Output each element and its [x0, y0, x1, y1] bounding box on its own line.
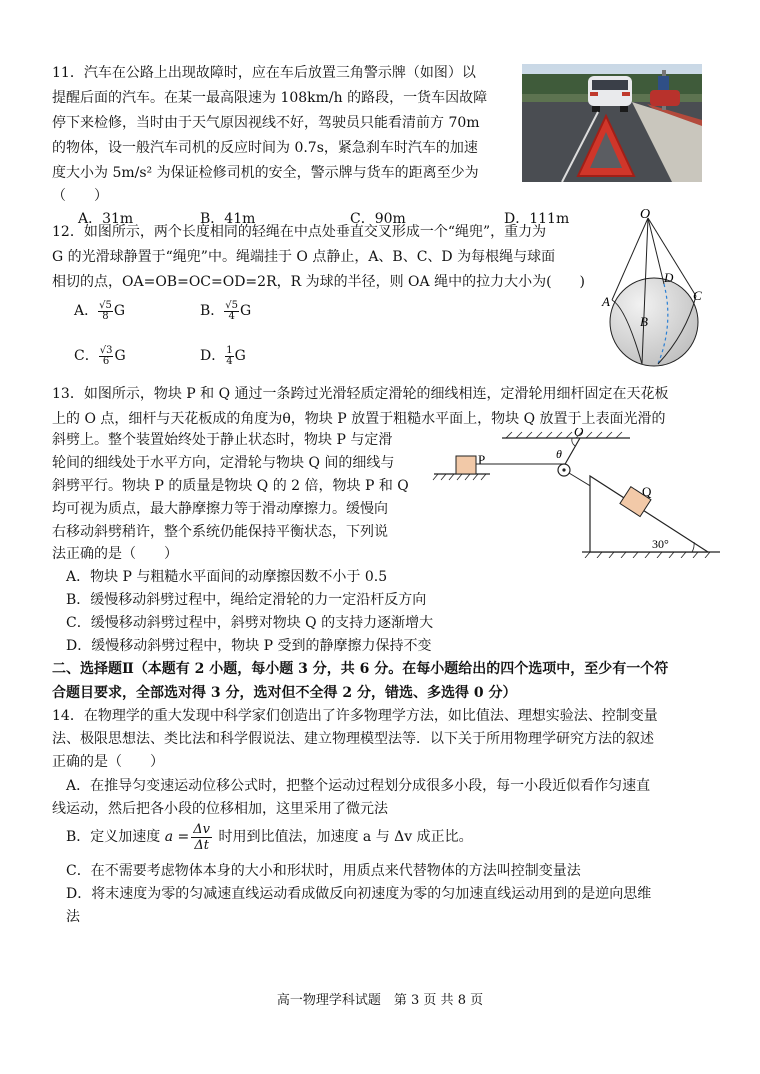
fraction [98, 301, 113, 322]
label-angle: 30° [652, 537, 669, 551]
option-text: B．定义加速度 [66, 829, 165, 845]
q11-line: 11．汽车在公路上出现故障时，应在车后放置三角警示牌（如图）以 [52, 65, 476, 81]
q11-line: 提醒后面的汽车。在某一最高限速为 108km/h 的路段，一货车因故障 [52, 90, 488, 106]
q13-line: 法正确的是（ ） [52, 546, 178, 562]
label-a: A [602, 294, 610, 309]
fraction-denominator: 6 [102, 355, 110, 367]
rope-net-ball-diagram [596, 204, 706, 374]
q11-line: （ ） [52, 188, 108, 204]
q14-option-d-line: D．将末速度为零的匀减速直线运动看成做反向初速度为零的匀加速直线运动用到的是逆向思维 [66, 886, 652, 902]
fraction-denominator: Δt [194, 837, 209, 853]
q12-option-b[interactable] [200, 300, 251, 322]
q13-option-d[interactable]: D．缓慢移动斜劈过程中，物块 P 受到的静摩擦力保持不变 [66, 638, 432, 654]
q11-option-c[interactable]: C．90m [350, 211, 406, 227]
label-o: O [574, 428, 584, 439]
fraction-denominator: 4 [226, 355, 233, 367]
q11-line: 度大小为 5m/s² 为保证检修司机的安全，警示牌与货车的距离至少为 [52, 165, 479, 181]
q13-option-a[interactable]: A．物块 P 与粗糙水平面间的动摩擦因数不小于 0.5 [66, 569, 388, 585]
option-label: D． [200, 348, 226, 364]
q14-option-b[interactable] [66, 820, 473, 854]
q11-line: 停下来检修，当时由于天气原因视线不好，驾驶员只能看清前方 70m [52, 115, 480, 131]
q12-line: 12．如图所示，两个长度相同的轻绳在中点处垂直交叉形成一个“绳兜”，重力为 [52, 224, 547, 240]
section-2-heading: 二、选择题Ⅱ（本题有 2 小题，每小题 3 分，共 6 分。在每小题给出的四个选项中，至少有一个符 [52, 661, 669, 677]
q11-option-d[interactable]: D．111m [504, 211, 570, 227]
q13-line: 上的 O 点，细杆与天花板成的角度为θ，物块 P 放置于粗糙水平面上，物块 Q 放置于上表面光滑的 [52, 411, 666, 427]
q11-line: 的物体，设一般汽车司机的反应时间为 0.7s，紧急刹车时汽车的加速 [52, 140, 478, 156]
option-unit: G [113, 303, 126, 319]
q13-line: 斜劈上。整个装置始终处于静止状态时，物块 P 与定滑 [52, 432, 393, 448]
fraction-denominator: 4 [228, 310, 235, 322]
q14-option-c[interactable]: C．在不需要考虑物体本身的大小和形状时，用质点来代替物体的方法叫控制变量法 [66, 863, 581, 879]
q14-line: 14．在物理学的重大发现中科学家们创造出了许多物理学方法，如比值法、理想实验法、控制变量 [52, 708, 658, 724]
q13-line: 右移动斜劈稍许，整个系统仍能保持平衡状态，下列说 [52, 524, 388, 540]
q13-option-c[interactable]: C．缓慢移动斜劈过程中，斜劈对物块 Q 的支持力逐渐增大 [66, 615, 434, 631]
q13-line: 均可视为质点，最大静摩擦力等于滑动摩擦力。缓慢向 [52, 501, 388, 517]
q14-line: 法、极限思想法、类比法和科学假说法、建立物理模型法等．以下关于所用物理学研究方法的叙述 [52, 731, 654, 747]
q11-option-b[interactable]: B．41m [200, 211, 256, 227]
fraction-numerator: √5 [99, 299, 112, 311]
formula-fraction [191, 822, 212, 853]
q12-option-a[interactable] [74, 300, 125, 322]
q11-option-a[interactable]: A．31m [78, 211, 134, 227]
fraction [99, 346, 114, 367]
q13-line: 斜劈平行。物块 P 的质量是物块 Q 的 2 倍，物块 P 和 Q [52, 478, 409, 494]
label-q: Q [642, 484, 652, 499]
option-text: 时用到比值法，加速度 a 与 Δv 成正比。 [214, 829, 473, 845]
fraction-numerator: √5 [225, 299, 239, 311]
fraction [224, 301, 239, 322]
q12-option-c[interactable] [74, 345, 126, 367]
label-theta: θ [556, 447, 562, 461]
fraction [225, 346, 233, 367]
formula-lhs: a = [164, 829, 190, 845]
warning-triangle-photo [522, 64, 702, 182]
q12-line: 相切的点，OA=OB=OC=OD=2R，R 为球的半径，则 OA 绳中的拉力大小为( ) [52, 274, 586, 290]
label-p: P [478, 452, 486, 467]
q13-option-b[interactable]: B．缓慢移动斜劈过程中，绳给定滑轮的力一定沿杆反方向 [66, 592, 427, 608]
q14-line: 正确的是（ ） [52, 754, 164, 770]
label-d: D [664, 270, 674, 285]
label-c: C [693, 288, 702, 303]
q13-line: 13．如图所示，物块 P 和 Q 通过一条跨过光滑轻质定滑轮的细线相连，定滑轮用细杆固定在天花板 [52, 386, 669, 402]
fraction-denominator: 8 [102, 310, 109, 322]
option-label: A． [74, 303, 99, 319]
q12-option-d[interactable] [200, 345, 246, 367]
option-unit: G [240, 303, 252, 319]
label-o: O [640, 207, 651, 222]
fraction-numerator: √3 [99, 344, 113, 356]
q14-option-a-line: A．在推导匀变速运动位移公式时，把整个运动过程划分成很多小段，每一小段近似看作匀速直 [66, 778, 651, 794]
option-unit: G [234, 348, 246, 364]
option-label: B． [200, 303, 225, 319]
option-label: C． [74, 348, 99, 364]
page-footer: 高一物理学科试题 第 3 页 共 8 页 [276, 993, 484, 1008]
label-b: B [640, 314, 648, 329]
option-unit: G [114, 348, 126, 364]
q14-option-d-line: 法 [66, 909, 80, 925]
fraction-numerator: Δv [193, 821, 211, 837]
section-2-heading: 合题目要求，全部选对得 3 分，选对但不全得 2 分，错选、多选得 0 分） [52, 685, 517, 701]
q13-line: 轮间的细线处于水平方向，定滑轮与物块 Q 间的细线与 [52, 455, 395, 471]
q14-option-a-line: 线运动，然后把各小段的位移相加，这里采用了微元法 [52, 801, 388, 817]
pulley-incline-diagram [430, 428, 722, 558]
fraction-numerator: 1 [226, 344, 233, 356]
q12-line: G 的光滑球静置于“绳兜”中。绳端挂于 O 点静止，A、B、C、D 为每根绳与球面 [52, 249, 556, 265]
